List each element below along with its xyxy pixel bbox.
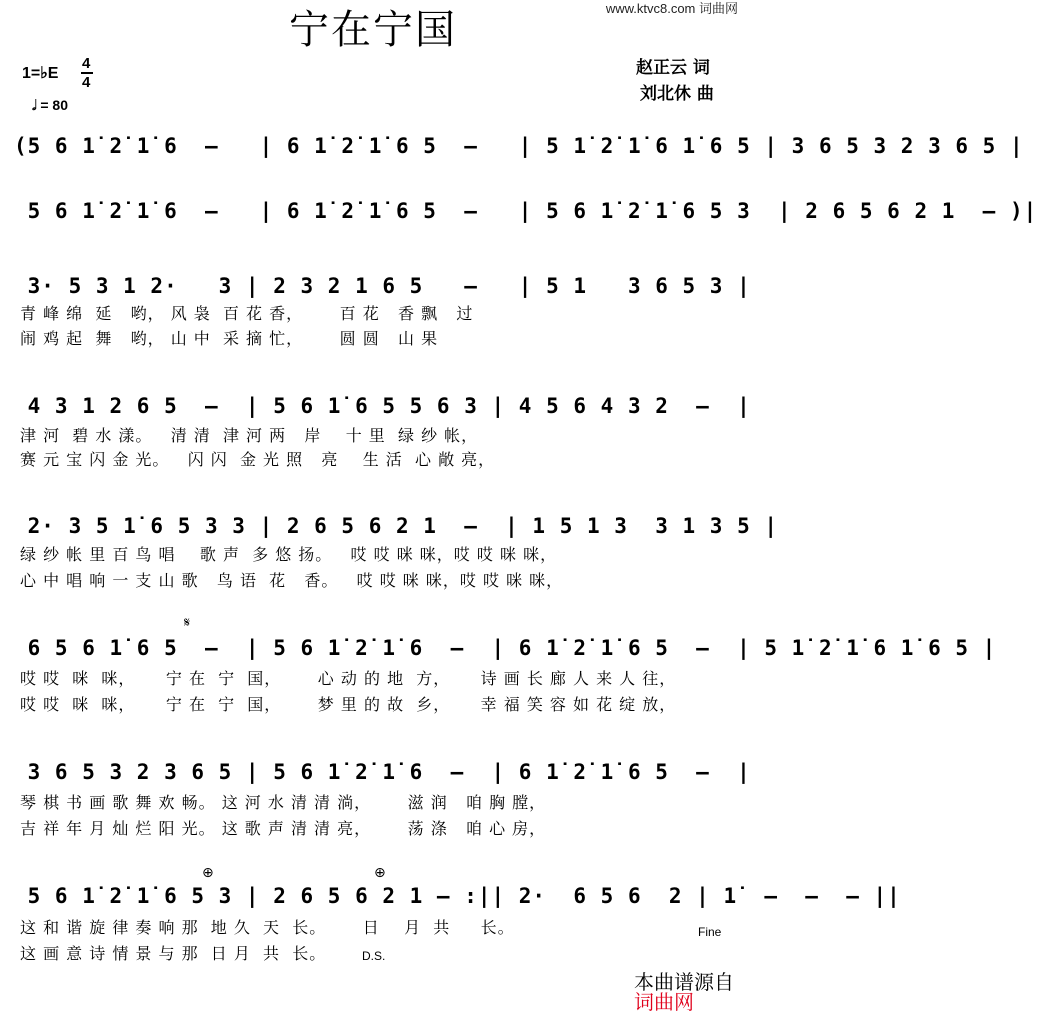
lyricist-credit: 赵正云 词 — [636, 58, 710, 78]
song-title: 宁在宁国 — [289, 7, 457, 53]
lyric-row-4-verse-2: 赛 元 宝 闪 金 光。 闪 闪 金 光 照 亮 生 活 心 敞 亮， — [20, 450, 496, 469]
score-row-7: 3 6 5 3 2 3 6 5 | 5 6 1̇ 2̇ 1̇ 6 – | 6 1̇ 2̇ 1̇ 6 5 – | — [14, 760, 751, 784]
lyric-row-7-verse-1: 琴 棋 书 画 歌 舞 欢 畅。 这 河 水 清 清 淌， 滋 润 咱 胸 膛， — [20, 793, 547, 812]
score-row-1: (5 6 1̇ 2̇ 1̇ 6 – | 6 1̇ 2̇ 1̇ 6 5 – | 5 1̇ 2̇ 1̇ 6 1̇ 6 5 | 3 6 5 3 2 3 6 5 | — [14, 134, 1024, 158]
lyric-row-6-verse-2: 哎 哎 咪 咪， 宁 在 宁 国， 梦 里 的 故 乡， 幸 福 笑 容 如 花 绽 放， — [20, 695, 677, 714]
time-signature-bottom: 4 — [82, 74, 91, 91]
key-signature: 1=♭E — [22, 65, 59, 82]
source-label: 本曲谱源自 — [634, 970, 734, 994]
composer-credit: 刘北休 曲 — [640, 84, 714, 104]
coda-sign-1: ⊕ — [202, 865, 214, 881]
score-row-2: 5 6 1̇ 2̇ 1̇ 6 – | 6 1̇ 2̇ 1̇ 6 5 – | 5 6 1̇ 2̇ 1̇ 6 5 3 | 2 6 5 6 2 1 – )| — [14, 199, 1037, 223]
score-row-4: 4 3 1 2 6 5 – | 5 6 1̇ 6 5 5 6 3 | 4 5 6 4 3 2 – | — [14, 394, 751, 418]
score-row-5: 2· 3 5 1̇ 6 5 3 3 | 2 6 5 6 2 1 – | 1 5 1 3 3 1 3 5 | — [14, 514, 779, 538]
coda-sign-2: ⊕ — [374, 865, 386, 881]
score-row-8: 5 6 1̇ 2̇ 1̇ 6 5 3 | 2 6 5 6 2 1 – :|| 2· 6 5 6 2 | 1̇ – – – || — [14, 884, 901, 908]
tempo-marking: 𝅗𝅥 = 80 — [32, 97, 68, 113]
site-watermark: www.ktvc8.com 词曲网 — [605, 1, 738, 16]
lyric-row-8-verse-1: 这 和 谐 旋 律 奏 响 那 地 久 天 长。 日 月 共 长。 — [20, 918, 515, 937]
lyric-row-5-verse-1: 绿 纱 帐 里 百 鸟 唱 歌 声 多 悠 扬。 哎 哎 咪 咪，哎 哎 咪 咪， — [20, 545, 558, 564]
fine-mark: Fine — [698, 925, 722, 939]
lyric-row-8-verse-2: 这 画 意 诗 情 景 与 那 日 月 共 长。 — [20, 944, 327, 963]
lyric-row-7-verse-2: 吉 祥 年 月 灿 烂 阳 光。 这 歌 声 清 清 亮， 荡 涤 咱 心 房， — [20, 819, 547, 838]
source-site-label: 词曲网 — [634, 990, 694, 1014]
lyric-row-5-verse-2: 心 中 唱 响 一 支 山 歌 鸟 语 花 香。 哎 哎 咪 咪，哎 哎 咪 咪， — [20, 571, 564, 590]
score-row-3: 3· 5 3 1 2· 3 | 2 3 2 1 6 5 – | 5 1 3 6 5 3 | — [14, 274, 751, 298]
lyric-row-3-verse-2: 闹 鸡 起 舞 哟， 山 中 采 摘 忙， 圆 圆 山 果 — [20, 329, 439, 348]
lyric-row-3-verse-1: 青 峰 绵 延 哟， 风 袅 百 花 香， 百 花 香 飘 过 — [20, 304, 474, 323]
ds-mark: D.S. — [362, 949, 386, 963]
source-footer — [621, 952, 734, 1012]
score-row-6: 6 5 6 1̇ 6 5 – | 5 6 1̇ 2̇ 1̇ 6 – | 6 1̇ 2̇ 1̇ 6 5 – | 5 1̇ 2̇ 1̇ 6 1̇ 6 5 | — [14, 636, 997, 660]
lyric-row-6-verse-1: 哎 哎 咪 咪， 宁 在 宁 国， 心 动 的 地 方， 诗 画 长 廊 人 来 人 往， — [20, 669, 677, 688]
segno-sign: 𝄋 — [184, 615, 191, 631]
time-signature-top: 4 — [82, 55, 91, 72]
lyric-row-4-verse-1: 津 河 碧 水 漾。 清 清 津 河 两 岸 十 里 绿 纱 帐， — [20, 426, 479, 445]
